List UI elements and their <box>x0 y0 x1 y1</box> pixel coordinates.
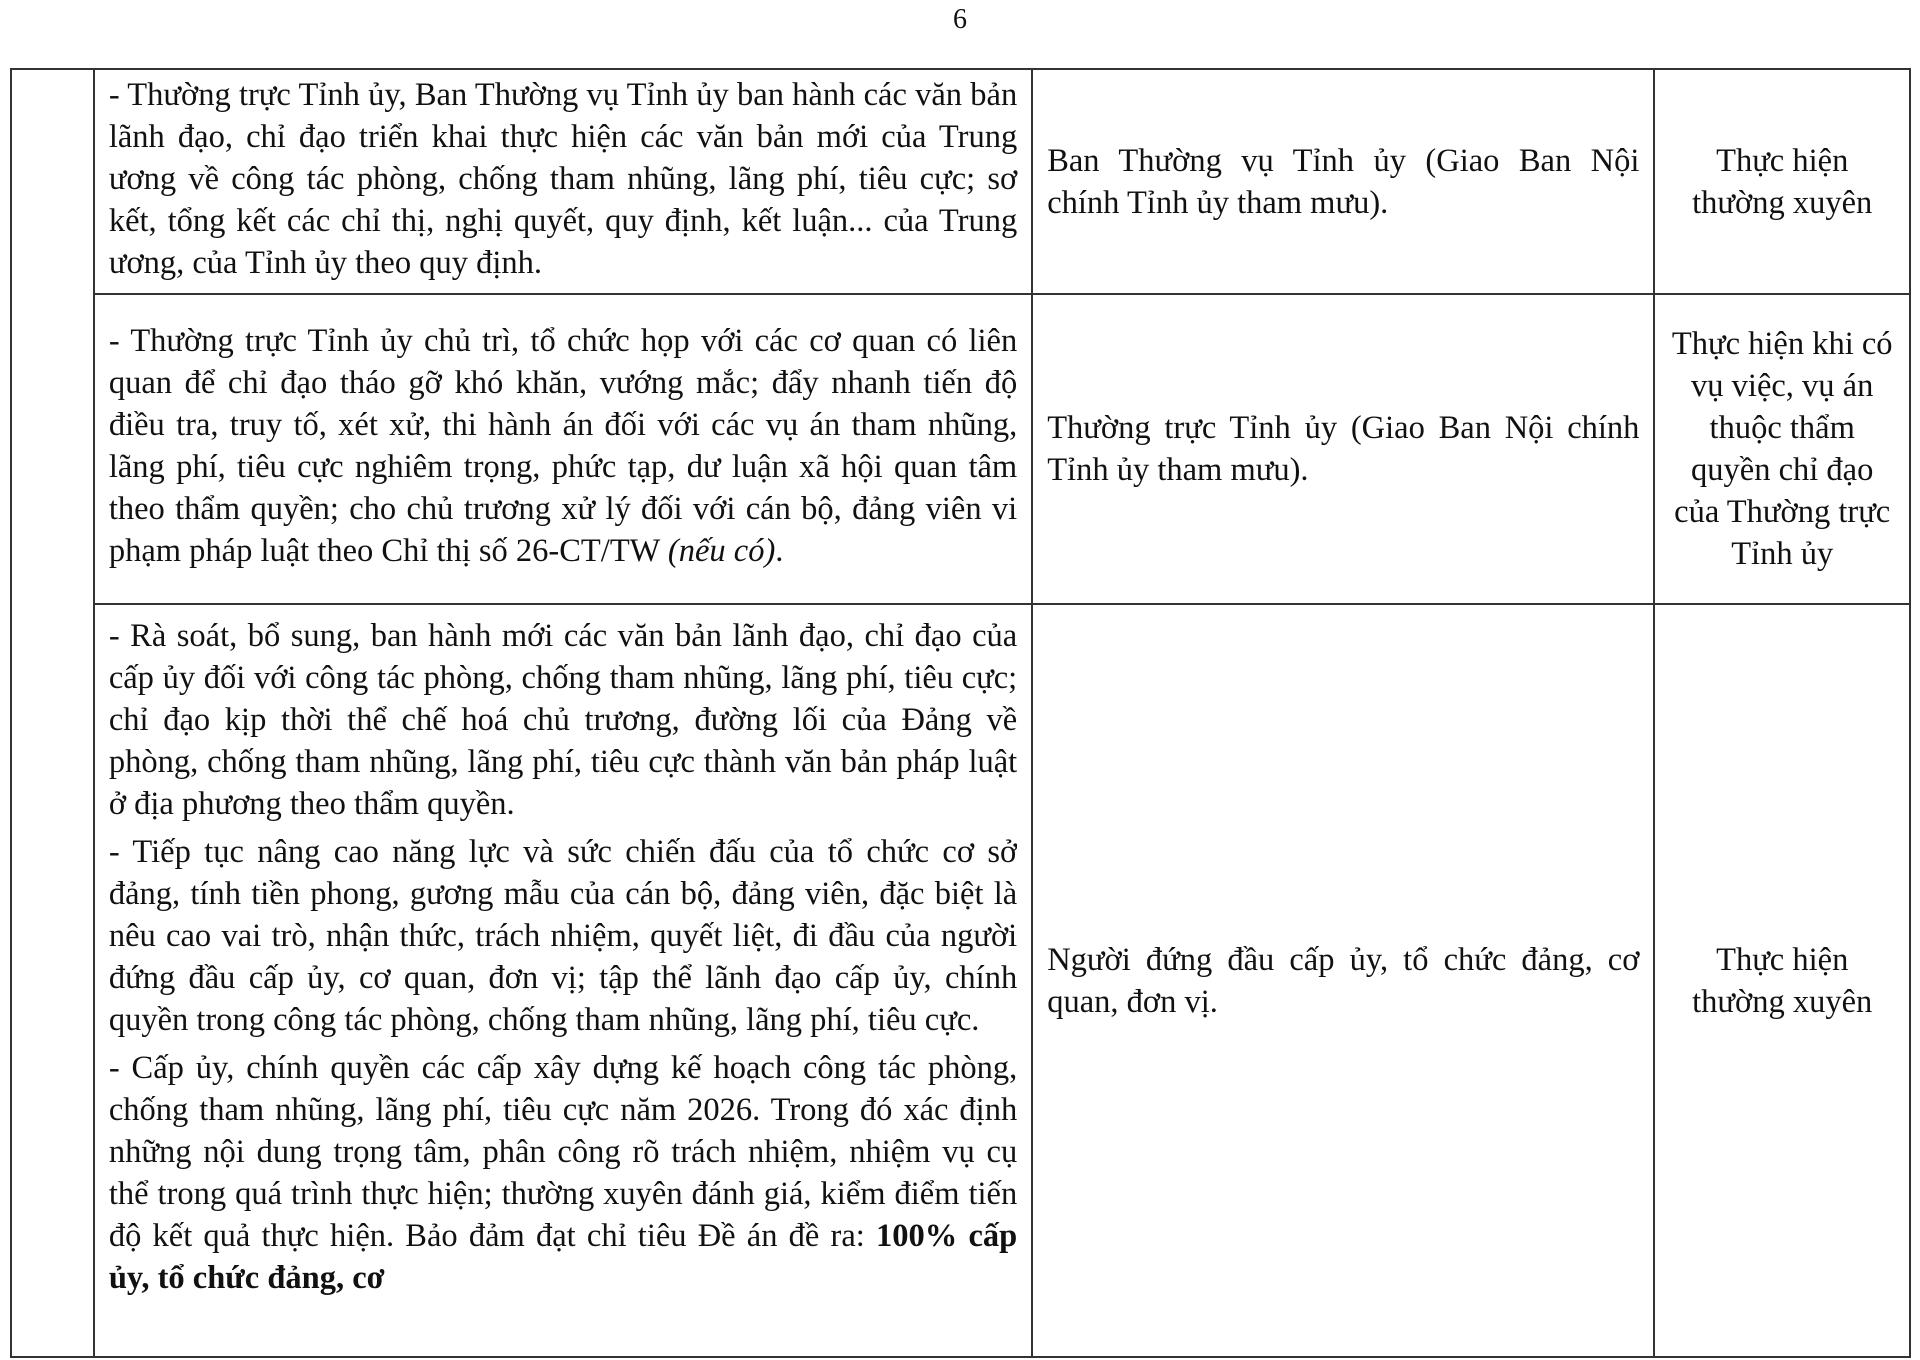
content-paragraph: - Rà soát, bổ sung, ban hành mới các văn bản lãnh đạo, chỉ đạo của cấp ủy đối với công tác phòng, chống tham nhũng, lãng phí, tiêu cực; chỉ đạo kịp thời thể chế hoá chủ trương, đường lối của Đảng về phòng, chống tham nhũng, lãng phí, tiêu cực thành văn bản pháp luật ở địa phương theo thẩm quyền. <box>108 618 1018 822</box>
index-cell <box>11 69 94 1357</box>
task-table <box>10 68 1911 1358</box>
content-cell <box>94 604 1032 1357</box>
timing-cell: Thực hiện thường xuyên <box>1654 604 1910 1357</box>
content-main: - Cấp ủy, chính quyền các cấp xây dựng kế hoạch công tác phòng, chống tham nhũng, lãng phí, tiêu cực năm 2026. Trong đó xác định những nội dung trọng tâm, phân công rõ trách nhiệm, nhiệm vụ cụ thể trong quá trình thực hiện; thường xuyên đánh giá, kiểm điểm tiến độ kết quả thực hiện. Bảo đảm đạt chỉ tiêu Đề án đề ra: <box>108 1050 1018 1254</box>
timing-cell: Thực hiện khi có vụ việc, vụ án thuộc thẩm quyền chỉ đạo của Thường trực Tỉnh ủy <box>1654 294 1910 604</box>
content-text: - Thường trực Tỉnh ủy, Ban Thường vụ Tỉnh ủy ban hành các văn bản lãnh đạo, chỉ đạo triển khai thực hiện các văn bản mới của Trung ương về công tác phòng, chống tham nhũng, lãng phí, tiêu cực; sơ kết, tổng kết các chỉ thị, nghị quyết, quy định, kết luận... của Trung ương, của Tỉnh ủy theo quy định. <box>108 76 1018 281</box>
timing-cell: Thực hiện thường xuyên <box>1654 69 1910 294</box>
responsible-cell: Ban Thường vụ Tỉnh ủy (Giao Ban Nội chính Tỉnh ủy tham mưu). <box>1032 69 1654 294</box>
content-note: (nếu có) <box>667 533 776 569</box>
content-paragraph <box>109 1047 1017 1299</box>
table-row <box>11 604 1910 1357</box>
content-end: . <box>775 533 784 569</box>
responsible-cell: Người đứng đầu cấp ủy, tổ chức đảng, cơ quan, đơn vị. <box>1032 604 1654 1357</box>
content-cell <box>94 69 1032 294</box>
responsible-cell: Thường trực Tỉnh ủy (Giao Ban Nội chính Tỉnh ủy tham mưu). <box>1032 294 1654 604</box>
content-paragraph: - Tiếp tục nâng cao năng lực và sức chiến đấu của tổ chức cơ sở đảng, tính tiền phong, gương mẫu của cán bộ, đảng viên, đặc biệt là nêu cao vai trò, nhận thức, trách nhiệm, quyết liệt, đi đầu của người đứng đầu cấp ủy, cơ quan, đơn vị; tập thể lãnh đạo cấp ủy, chính quyền trong công tác phòng, chống tham nhũng, lãng phí, tiêu cực. <box>108 834 1018 1038</box>
page-number: 6 <box>953 4 967 35</box>
content-text <box>109 320 1017 572</box>
content-target-bold: 100% cấp ủy, tổ chức đảng, cơ <box>108 1218 1018 1296</box>
table-row <box>11 294 1910 604</box>
table-row <box>11 69 1910 294</box>
content-cell <box>94 294 1032 604</box>
content-main: - Thường trực Tỉnh ủy chủ trì, tổ chức họp với các cơ quan có liên quan để chỉ đạo tháo gỡ khó khăn, vướng mắc; đẩy nhanh tiến độ điều tra, truy tố, xét xử, thi hành án đối với các vụ án tham nhũng, lãng phí, tiêu cực nghiêm trọng, phức tạp, dư luận xã hội quan tâm theo thẩm quyền; cho chủ trương xử lý đối với cán bộ, đảng viên vi phạm pháp luật theo Chỉ thị số 26-CT/TW <box>108 323 1018 569</box>
